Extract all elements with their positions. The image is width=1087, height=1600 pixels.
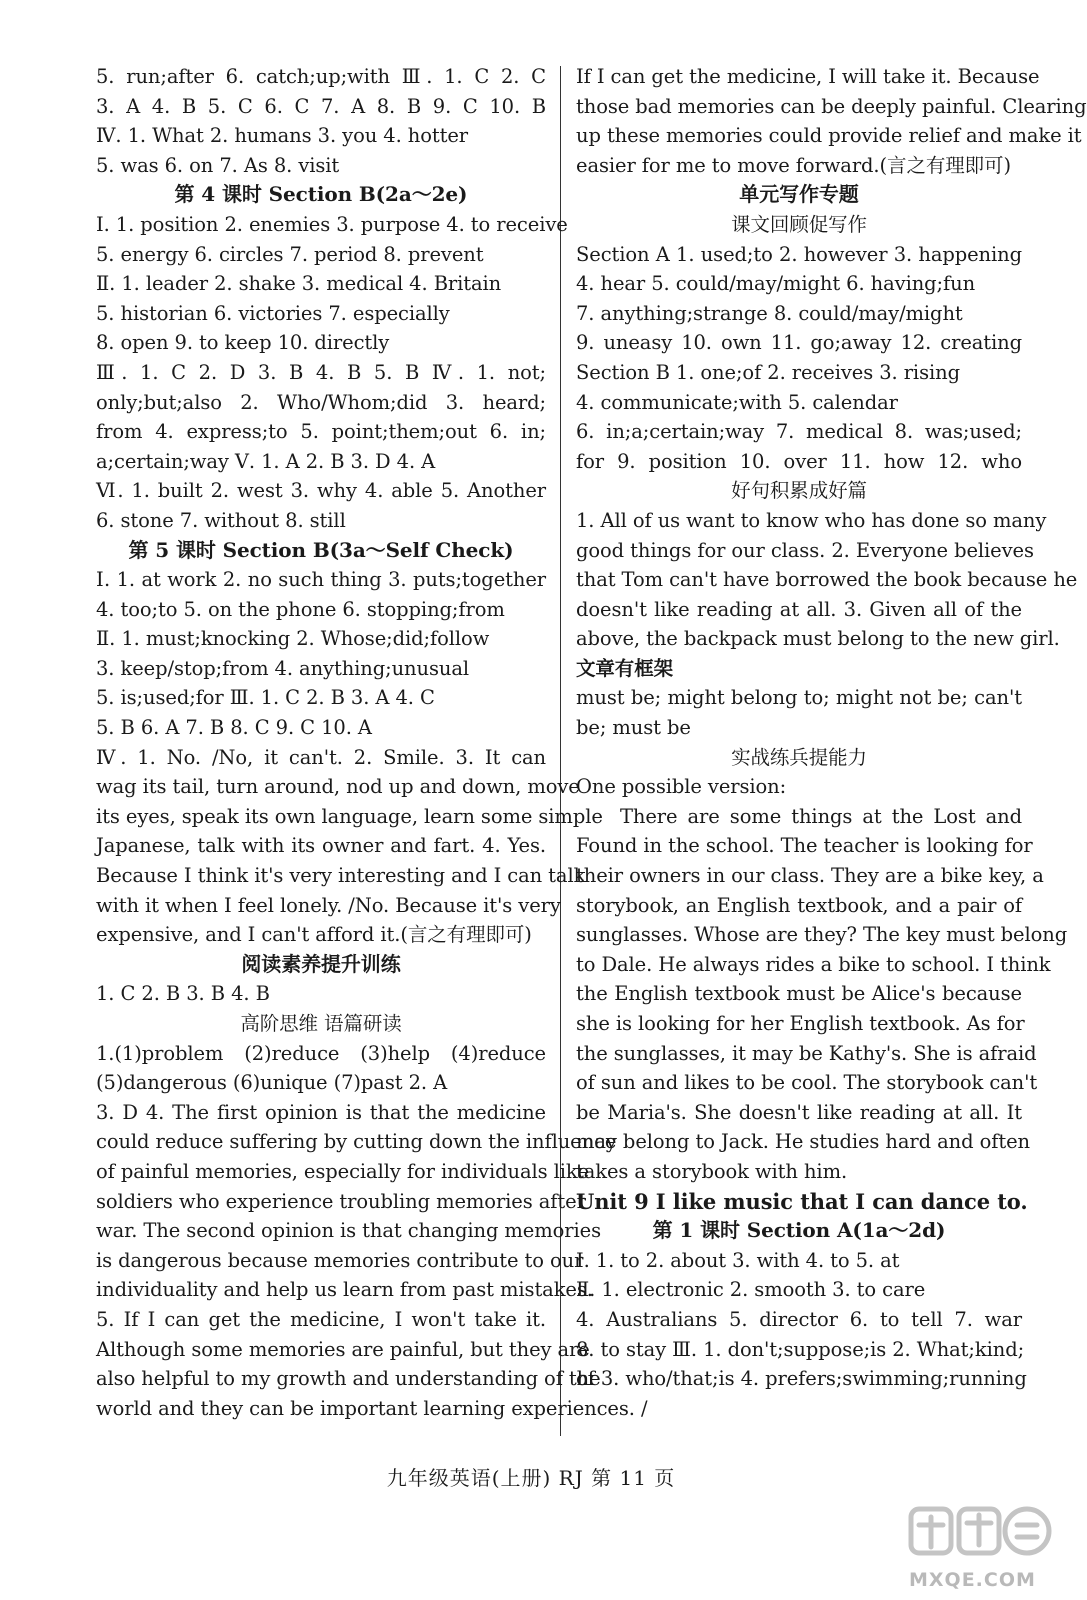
- answer-line: Because I think it's very interesting and I can talk: [96, 864, 586, 888]
- answer-line: 5. If I can get the medicine, I won't take it.: [96, 1307, 546, 1331]
- answer-line: be; must be: [576, 716, 691, 740]
- answer-line: up these memories could provide relief and make it: [576, 124, 1082, 148]
- answer-line: their owners in our class. They are a bike key, a: [576, 864, 1044, 888]
- answer-line: those bad memories can be deeply painful. Clearing: [576, 94, 1087, 118]
- section-subheading: 文章有框架: [576, 656, 674, 680]
- answer-line: she is looking for her English textbook. As for: [576, 1012, 1025, 1035]
- answer-line: above, the backpack must belong to the new girl.: [576, 627, 1060, 651]
- answer-line: a;certain;way Ⅴ. 1. A 2. B 3. D 4. A: [96, 449, 436, 473]
- answer-line: 5. historian 6. victories 7. especially: [96, 301, 450, 325]
- answer-line: doesn't like reading at all. 3. Given all of the: [576, 597, 1022, 621]
- answer-line: 4. too;to 5. on the phone 6. stopping;from: [96, 597, 505, 621]
- answer-line: may belong to Jack. He studies hard and often: [576, 1130, 1030, 1154]
- answer-line: Ⅳ. 1. No. /No, it can't. 2. Smile. 3. It can: [96, 745, 546, 769]
- watermark-logo-icon: [905, 1495, 1055, 1575]
- answer-line: must be; might belong to; might not be; can't: [576, 686, 1022, 710]
- answer-line: 4. communicate;with 5. calendar: [576, 390, 898, 414]
- answer-line: expensive, and I can't afford it.(言之有理即可): [96, 923, 532, 947]
- answer-line: with it when I feel lonely. /No. Because it's very: [96, 893, 561, 917]
- answer-line: the English textbook must be Alice's because: [576, 982, 1022, 1006]
- answer-line: 4. Australians 5. director 6. to tell 7. war: [576, 1307, 1022, 1331]
- answer-line: easier for me to move forward.(言之有理即可): [576, 153, 1011, 177]
- answer-line: be Maria's. She doesn't like reading at all. It: [576, 1100, 1022, 1124]
- answer-line: 7. anything;strange 8. could/may/might: [576, 301, 963, 325]
- answer-line: Ⅲ. 1. C 2. D 3. B 4. B 5. B Ⅳ. 1. not;: [96, 360, 546, 384]
- answer-line: of painful memories, especially for individuals like: [96, 1159, 590, 1183]
- answer-line: 8. to stay Ⅲ. 1. don't;suppose;is 2. What;kind;: [576, 1337, 1025, 1361]
- watermark-logo: [905, 1495, 1055, 1595]
- section-heading: 单元写作专题: [739, 182, 859, 207]
- answer-line: Section A 1. used;to 2. however 3. happening: [576, 242, 1022, 266]
- lesson-heading: 第 5 课时 Section B(3a～Self Check): [128, 537, 514, 562]
- answer-line: Ⅰ. 1. position 2. enemies 3. purpose 4. to receive: [96, 212, 568, 236]
- answer-line: that Tom can't have borrowed the book because he: [576, 568, 1078, 592]
- answer-line: 6. in;a;certain;way 7. medical 8. was;used;: [576, 420, 1022, 444]
- watermark-text: MXQE.COM: [909, 1569, 1036, 1591]
- answer-line: storybook, an English textbook, and a pair of: [576, 893, 1022, 917]
- answer-line: One possible version:: [576, 775, 787, 799]
- answer-line: Ⅱ. 1. electronic 2. smooth 3. to care: [576, 1278, 926, 1302]
- answer-line: 1. C 2. B 3. B 4. B: [96, 982, 270, 1006]
- answer-line: 8. open 9. to keep 10. directly: [96, 331, 390, 355]
- lesson-heading: 第 1 课时 Section A(1a～2d): [652, 1218, 946, 1243]
- answer-line: good things for our class. 2. Everyone believes: [576, 538, 1034, 562]
- answer-line: also helpful to my growth and understanding of the: [96, 1367, 601, 1391]
- answer-line: the sunglasses, it may be Kathy's. She is afraid: [576, 1041, 1037, 1065]
- answer-line: 3. keep/stop;from 4. anything;unusual: [96, 656, 470, 680]
- answer-line: takes a storybook with him.: [576, 1159, 848, 1183]
- answer-line: Ⅰ. 1. at work 2. no such thing 3. puts;together: [96, 568, 546, 592]
- answer-line: to Dale. He always rides a bike to school. I think: [576, 952, 1051, 976]
- answer-line: could reduce suffering by cutting down the influence: [96, 1130, 617, 1154]
- answer-line: 5. energy 6. circles 7. period 8. prevent: [96, 242, 484, 266]
- answer-line: its eyes, speak its own language, learn some simple: [96, 804, 603, 828]
- answer-line: Ⅱ. 1. leader 2. shake 3. medical 4. Britain: [96, 272, 502, 296]
- answer-line: 5. B 6. A 7. B 8. C 9. C 10. A: [96, 716, 372, 740]
- answer-line: 1. All of us want to know who has done so many: [576, 508, 1047, 532]
- answer-line: Ⅵ. 1. built 2. west 3. why 4. able 5. Another: [96, 479, 546, 503]
- answer-line: only;but;also 2. Who/Whom;did 3. heard;: [96, 390, 546, 414]
- answer-line: 4. hear 5. could/may/might 6. having;fun: [576, 272, 976, 296]
- answer-line: individuality and help us learn from past mistakes.: [96, 1278, 593, 1302]
- answer-line: wag its tail, turn around, nod up and down, move: [96, 775, 580, 799]
- answer-line: world and they can be important learning experiences. /: [96, 1396, 648, 1420]
- section-subheading: 好句积累成好篇: [731, 479, 867, 503]
- answer-line: 6. stone 7. without 8. still: [96, 508, 346, 532]
- answer-line: war. The second opinion is that changing memories: [96, 1219, 601, 1243]
- section-subheading: 高阶思维 语篇研读: [240, 1012, 402, 1035]
- answer-line: Ⅳ. 1. What 2. humans 3. you 4. hotter: [96, 124, 468, 148]
- answer-line: soldiers who experience troubling memories after: [96, 1189, 586, 1213]
- lesson-heading: 第 4 课时 Section B(2a～2e): [174, 182, 468, 207]
- answer-line: 9. uneasy 10. own 11. go;away 12. creating: [576, 331, 1022, 355]
- answer-line: 5. is;used;for Ⅲ. 1. C 2. B 3. A 4. C: [96, 686, 435, 710]
- answer-line: There are some things at the Lost and: [620, 804, 1022, 828]
- section-heading: 阅读素养提升训练: [241, 951, 401, 976]
- answer-line: Section B 1. one;of 2. receives 3. rising: [576, 360, 960, 384]
- answer-line: for 9. position 10. over 11. how 12. who: [576, 449, 1022, 473]
- section-subheading: 课文回顾促写作: [731, 212, 867, 236]
- answer-line: of 3. who/that;is 4. prefers;swimming;running: [576, 1367, 1027, 1391]
- answer-line: 1.(1)problem (2)reduce (3)help (4)reduce: [96, 1041, 546, 1065]
- answer-line: is dangerous because memories contribute to our: [96, 1248, 584, 1272]
- answer-line: Japanese, talk with its owner and fart. 4. Yes.: [96, 834, 546, 858]
- answer-line: from 4. express;to 5. point;them;out 6. in;: [96, 420, 546, 444]
- answer-line: 5. was 6. on 7. As 8. visit: [96, 153, 340, 177]
- answer-line: 5. run;after 6. catch;up;with Ⅲ. 1. C 2. C: [96, 65, 546, 88]
- answer-line: Ⅱ. 1. must;knocking 2. Whose;did;follow: [96, 627, 490, 651]
- right-column: [576, 62, 1087, 1394]
- answer-line: (5)dangerous (6)unique (7)past 2. A: [96, 1071, 448, 1095]
- answer-line: Ⅰ. 1. to 2. about 3. with 4. to 5. at: [576, 1248, 900, 1272]
- answer-line: sunglasses. Whose are they? The key must belong: [576, 923, 1068, 947]
- answer-line: Found in the school. The teacher is looking for: [576, 834, 1033, 858]
- answer-line: 3. D 4. The first opinion is that the medicine: [96, 1100, 546, 1124]
- page-footer: 九年级英语(上册) RJ 第 11 页: [386, 1466, 676, 1490]
- unit-heading: Unit 9 I like music that I can dance to.: [576, 1188, 1028, 1214]
- answer-line: of sun and likes to be cool. The storybook can't: [576, 1071, 1038, 1095]
- answer-line: Although some memories are painful, but they are: [96, 1337, 590, 1361]
- answer-line: 3. A 4. B 5. C 6. C 7. A 8. B 9. C 10. B: [96, 94, 546, 118]
- answer-line: If I can get the medicine, I will take it. Because: [576, 65, 1040, 88]
- section-subheading: 实战练兵提能力: [731, 745, 867, 769]
